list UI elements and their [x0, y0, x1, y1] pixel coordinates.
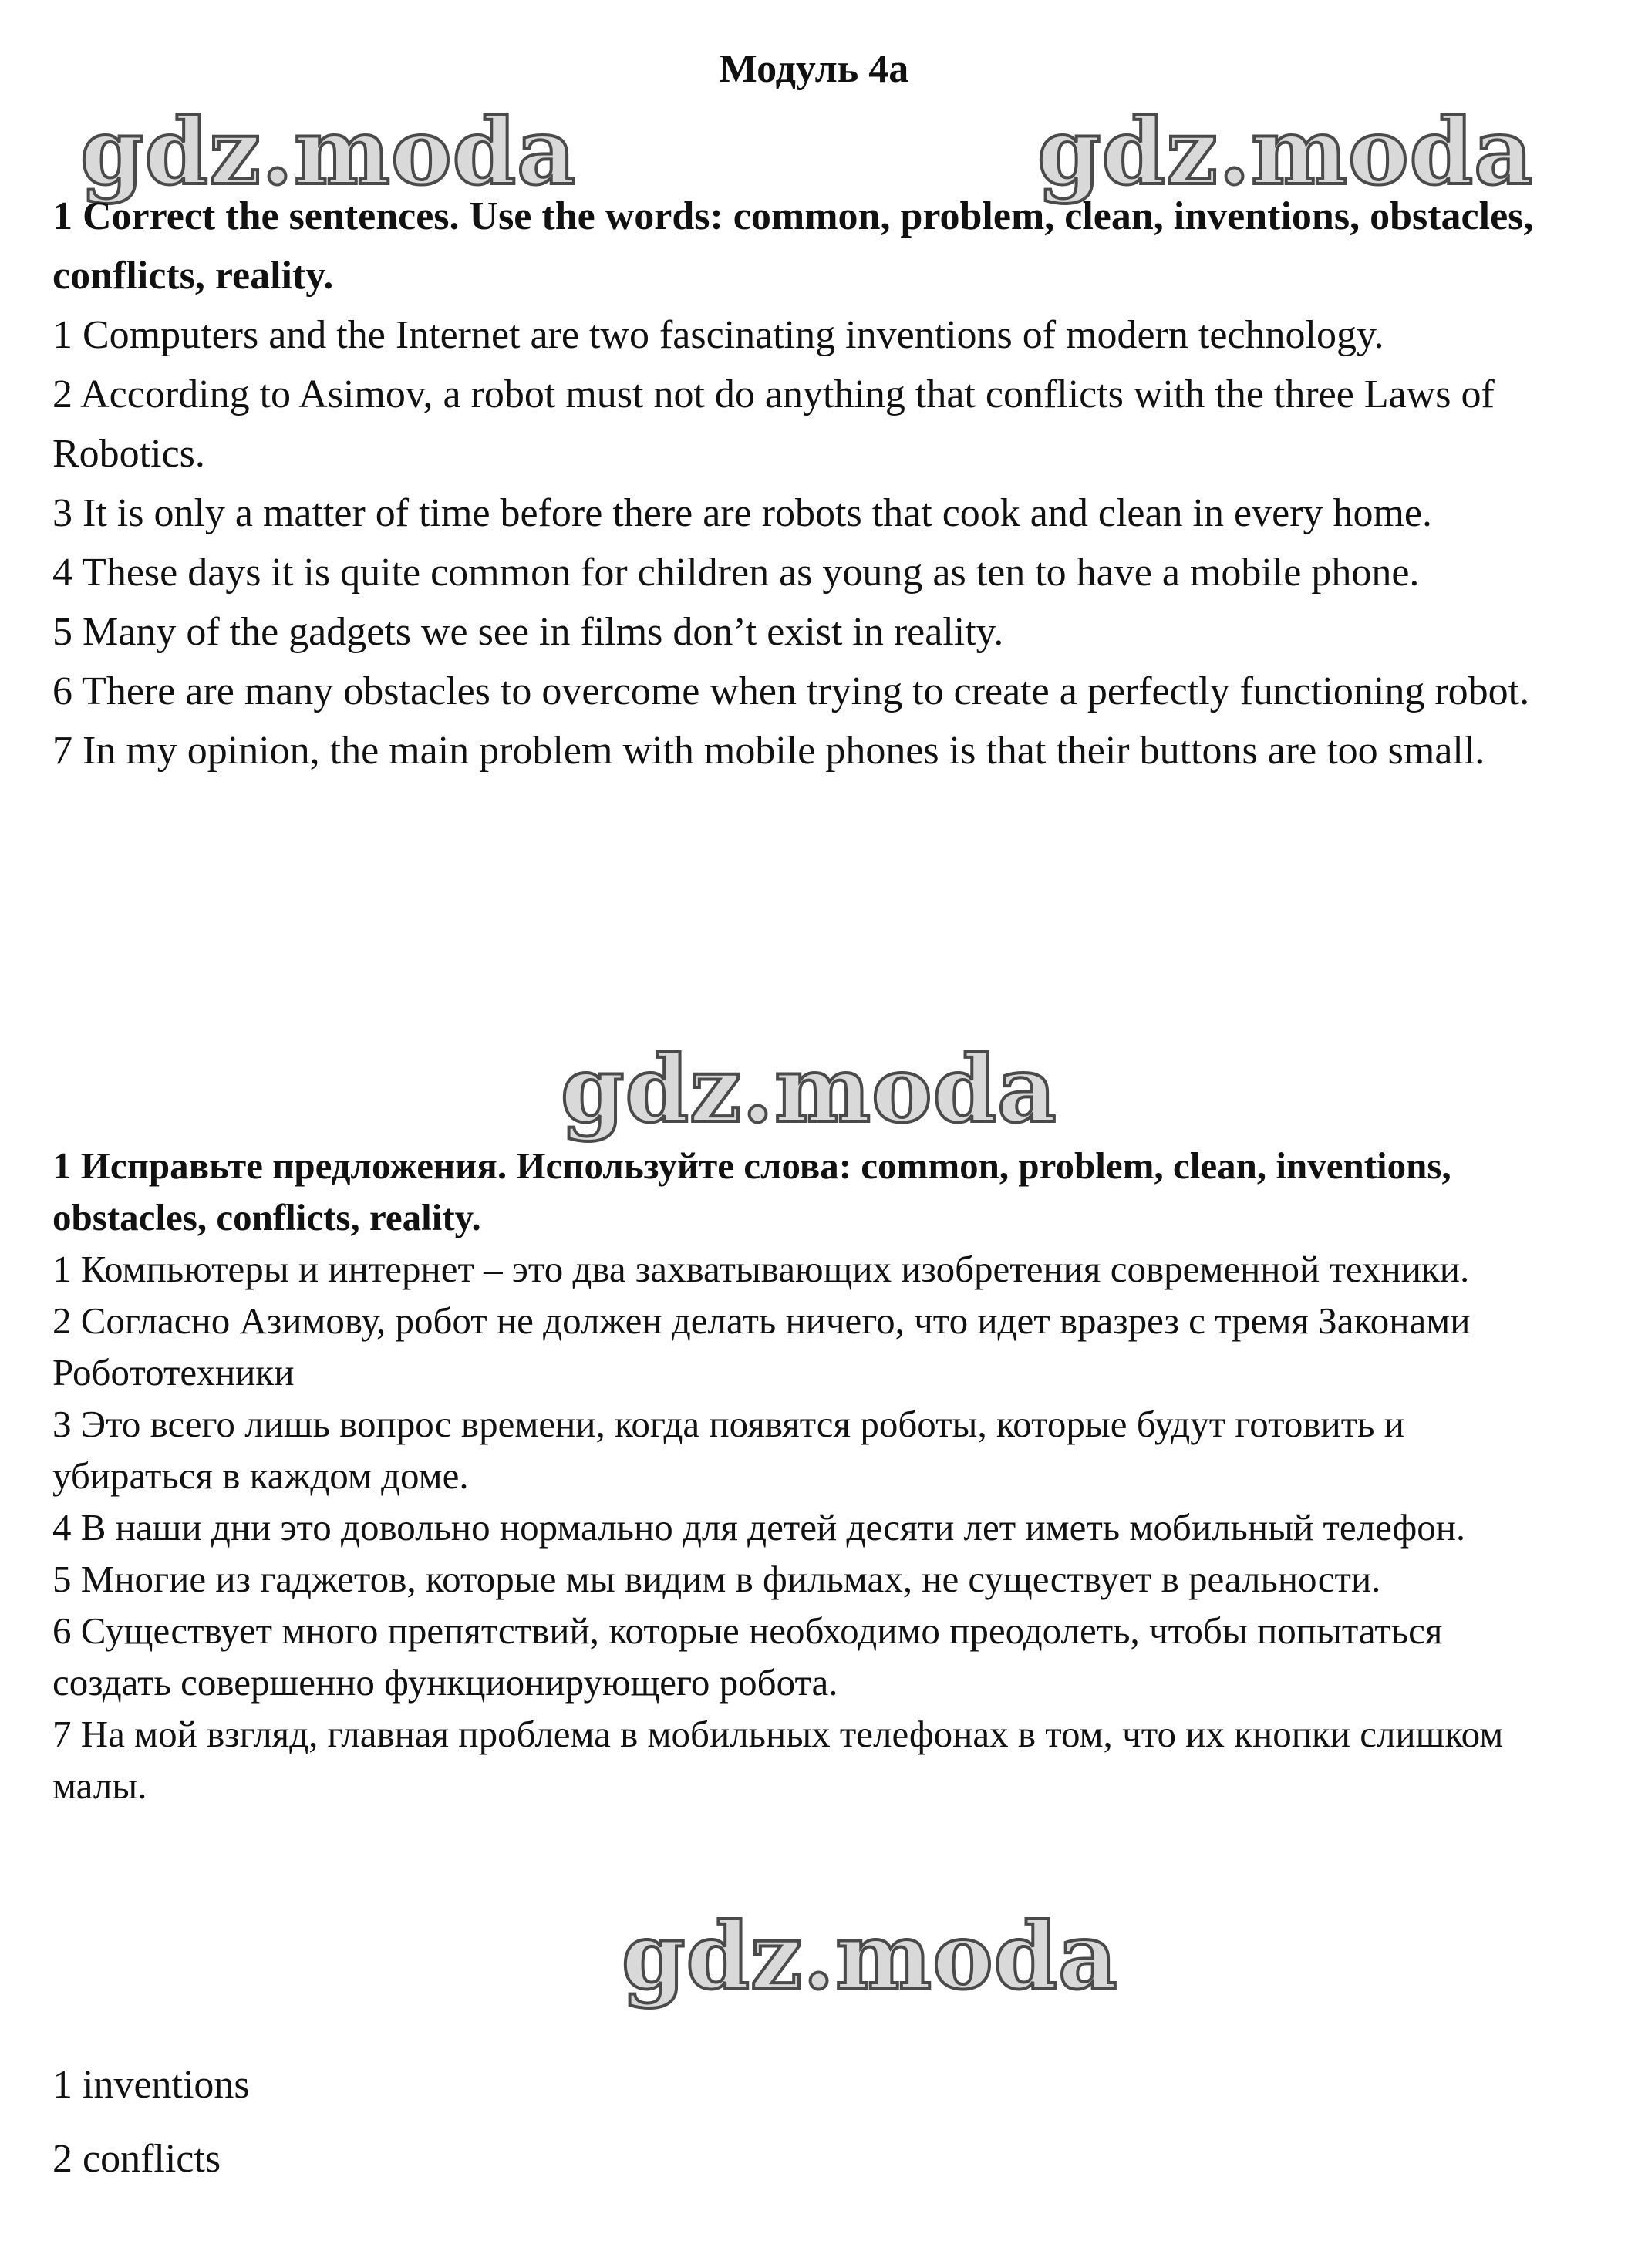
- translation-item: 1 Компьютеры и интернет – это два захватывающих изобретения современной техники.: [52, 1248, 1470, 1290]
- sentence-item: 2 According to Asimov, a robot must not do anything that conflicts with the three Laws of Robotics.: [52, 372, 1495, 476]
- exercise-heading-en: 1 Correct the sentences. Use the words: common, problem, clean, inventions, obstacles, conflicts, reality.: [52, 194, 1534, 298]
- watermark-logo: gdz.moda: [622, 1902, 1118, 2010]
- page-title: Модуль 4a: [719, 47, 909, 91]
- sentence-item: 5 Many of the gadgets we see in films don’t exist in reality.: [52, 610, 1004, 654]
- translation-item: 5 Многие из гаджетов, которые мы видим в фильмах, не существует в реальности.: [52, 1558, 1381, 1600]
- translation-item: 4 В наши дни это довольно нормально для детей десяти лет иметь мобильный телефон.: [52, 1506, 1466, 1549]
- sentence-item: 3 It is only a matter of time before there are robots that cook and clean in every home.: [52, 491, 1432, 535]
- watermark-logo: gdz.moda: [561, 1036, 1057, 1143]
- translation-item: 6 Существует много препятствий, которые необходимо преодолеть, чтобы попытаться создать совершенно функционирующего робота.: [52, 1609, 1443, 1704]
- answer-list: [52, 2061, 1564, 2209]
- english-exercise: [52, 187, 1564, 780]
- watermark-logo: gdz.moda: [80, 98, 577, 205]
- translation-item: 2 Согласно Азимову, робот не должен делать ничего, что идет вразрез с тремя Законами Робототехники: [52, 1299, 1471, 1393]
- sentence-item: 1 Computers and the Internet are two fascinating inventions of modern technology.: [52, 313, 1384, 357]
- answer-item: 1 inventions: [52, 2063, 250, 2107]
- sentence-item: 6 There are many obstacles to overcome when trying to create a perfectly functioning robot.: [52, 669, 1530, 713]
- exercise-heading-ru: 1 Исправьте предложения. Используйте слова: common, problem, clean, inventions, obstacles, conflicts, reality.: [52, 1144, 1451, 1238]
- answer-item: 2 conflicts: [52, 2137, 221, 2181]
- russian-translation: [52, 1140, 1564, 1811]
- watermark-logo: gdz.moda: [1037, 98, 1534, 205]
- translation-item: 7 На мой взгляд, главная проблема в мобильных телефонах в том, что их кнопки слишком малы.: [52, 1713, 1504, 1807]
- sentence-item: 7 In my opinion, the main problem with mobile phones is that their buttons are too small.: [52, 729, 1485, 773]
- sentence-item: 4 These days it is quite common for children as young as ten to have a mobile phone.: [52, 551, 1420, 595]
- translation-item: 3 Это всего лишь вопрос времени, когда появятся роботы, которые будут готовить и убираться в каждом доме.: [52, 1403, 1404, 1497]
